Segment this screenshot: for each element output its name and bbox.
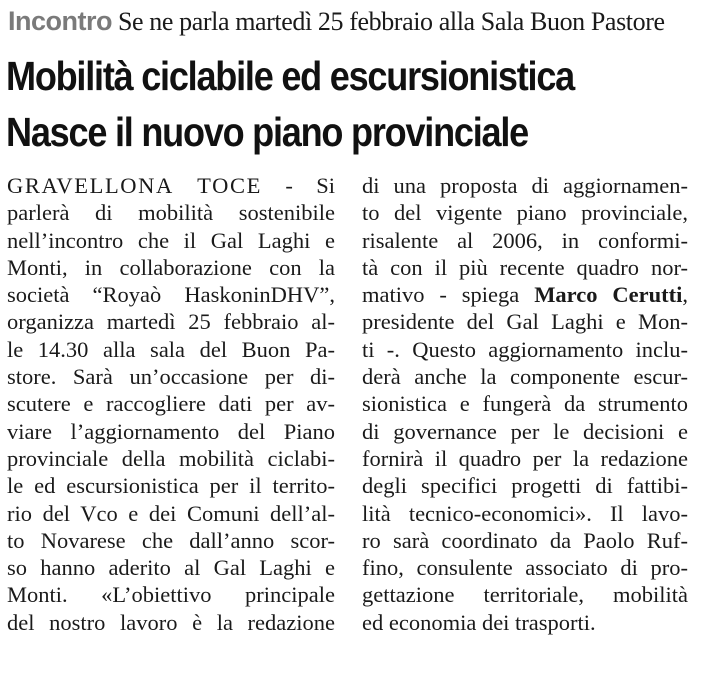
article-column-left bbox=[7, 172, 335, 636]
body-line: nell’incontro che il Gal Laghi e bbox=[7, 227, 335, 253]
dateline: GRAVELLONA TOCE bbox=[7, 173, 262, 198]
kicker-text: Se ne parla martedì 25 febbraio alla Sala Buon Pastore bbox=[118, 7, 665, 36]
body-line: so hanno aderito al Gal Laghi e bbox=[7, 555, 335, 581]
body-line: sionistica e fungerà da strumento bbox=[362, 391, 688, 417]
body-text: mativo - spiega bbox=[362, 282, 535, 308]
article-column-right bbox=[362, 172, 688, 636]
body-line: di governance per le decisioni e bbox=[362, 418, 688, 444]
body-line: provinciale della mobilità ciclabi- bbox=[7, 445, 335, 471]
body-text: , bbox=[682, 282, 688, 308]
body-line bbox=[7, 172, 335, 199]
body-line: fornirà il quadro per la redazione bbox=[362, 445, 688, 471]
body-line: ed economia dei trasporti. bbox=[362, 609, 596, 635]
body-line bbox=[362, 281, 688, 308]
body-line: le ed escursionistica per il territo- bbox=[7, 473, 335, 499]
body-line: rio del Vco e dei Comuni dell’al- bbox=[7, 500, 335, 526]
body-line: risalente al 2006, in conformi- bbox=[362, 227, 688, 253]
body-line: ti -. Questo aggiornamento inclu- bbox=[362, 336, 688, 362]
body-line: Monti, in collaborazione con la bbox=[7, 254, 335, 280]
kicker bbox=[8, 4, 718, 38]
body-line: organizza martedì 25 febbraio al- bbox=[7, 309, 335, 335]
body-line: parlerà di mobilità sostenibile bbox=[7, 200, 335, 226]
kicker-label: Incontro bbox=[8, 6, 112, 36]
body-text: - Si bbox=[261, 173, 335, 198]
body-line: fino, consulente associato di pro- bbox=[362, 555, 688, 581]
body-line: di una proposta di aggiornamen- bbox=[362, 173, 688, 198]
body-line: derà anche la componente escur- bbox=[362, 364, 688, 390]
body-line: tà con il più recente quadro nor- bbox=[362, 254, 688, 280]
body-line: le 14.30 alla sala del Buon Pa- bbox=[7, 336, 335, 362]
body-line: store. Sarà un’occasione per di- bbox=[7, 364, 335, 390]
body-line: presidente del Gal Laghi e Mon- bbox=[362, 309, 688, 335]
body-line: degli specifici progetti di fattibi- bbox=[362, 473, 688, 499]
body-line: ro sarà coordinato da Paolo Ruf- bbox=[362, 527, 688, 553]
body-line: società “Royaò HaskoninDHV”, bbox=[7, 282, 335, 308]
headline-line-2: Nasce il nuovo piano provinciale bbox=[6, 109, 528, 155]
body-line: del nostro lavoro è la redazione bbox=[7, 609, 335, 635]
body-line: viare l’aggiornamento del Piano bbox=[7, 418, 335, 444]
body-line: lità tecnico-economici». Il lavo- bbox=[362, 500, 688, 526]
body-line: Monti. «L’obiettivo principale bbox=[7, 582, 335, 608]
body-line: to Novarese che dall’anno scor- bbox=[7, 527, 335, 553]
body-line: scutere e raccogliere dati per av- bbox=[7, 391, 335, 417]
body-line: to del vigente piano provinciale, bbox=[362, 200, 688, 226]
person-name: Marco Cerutti bbox=[534, 282, 683, 308]
body-line: gettazione territoriale, mobilità bbox=[362, 582, 688, 608]
headline-line-1: Mobilità ciclabile ed escursionistica bbox=[6, 53, 574, 99]
